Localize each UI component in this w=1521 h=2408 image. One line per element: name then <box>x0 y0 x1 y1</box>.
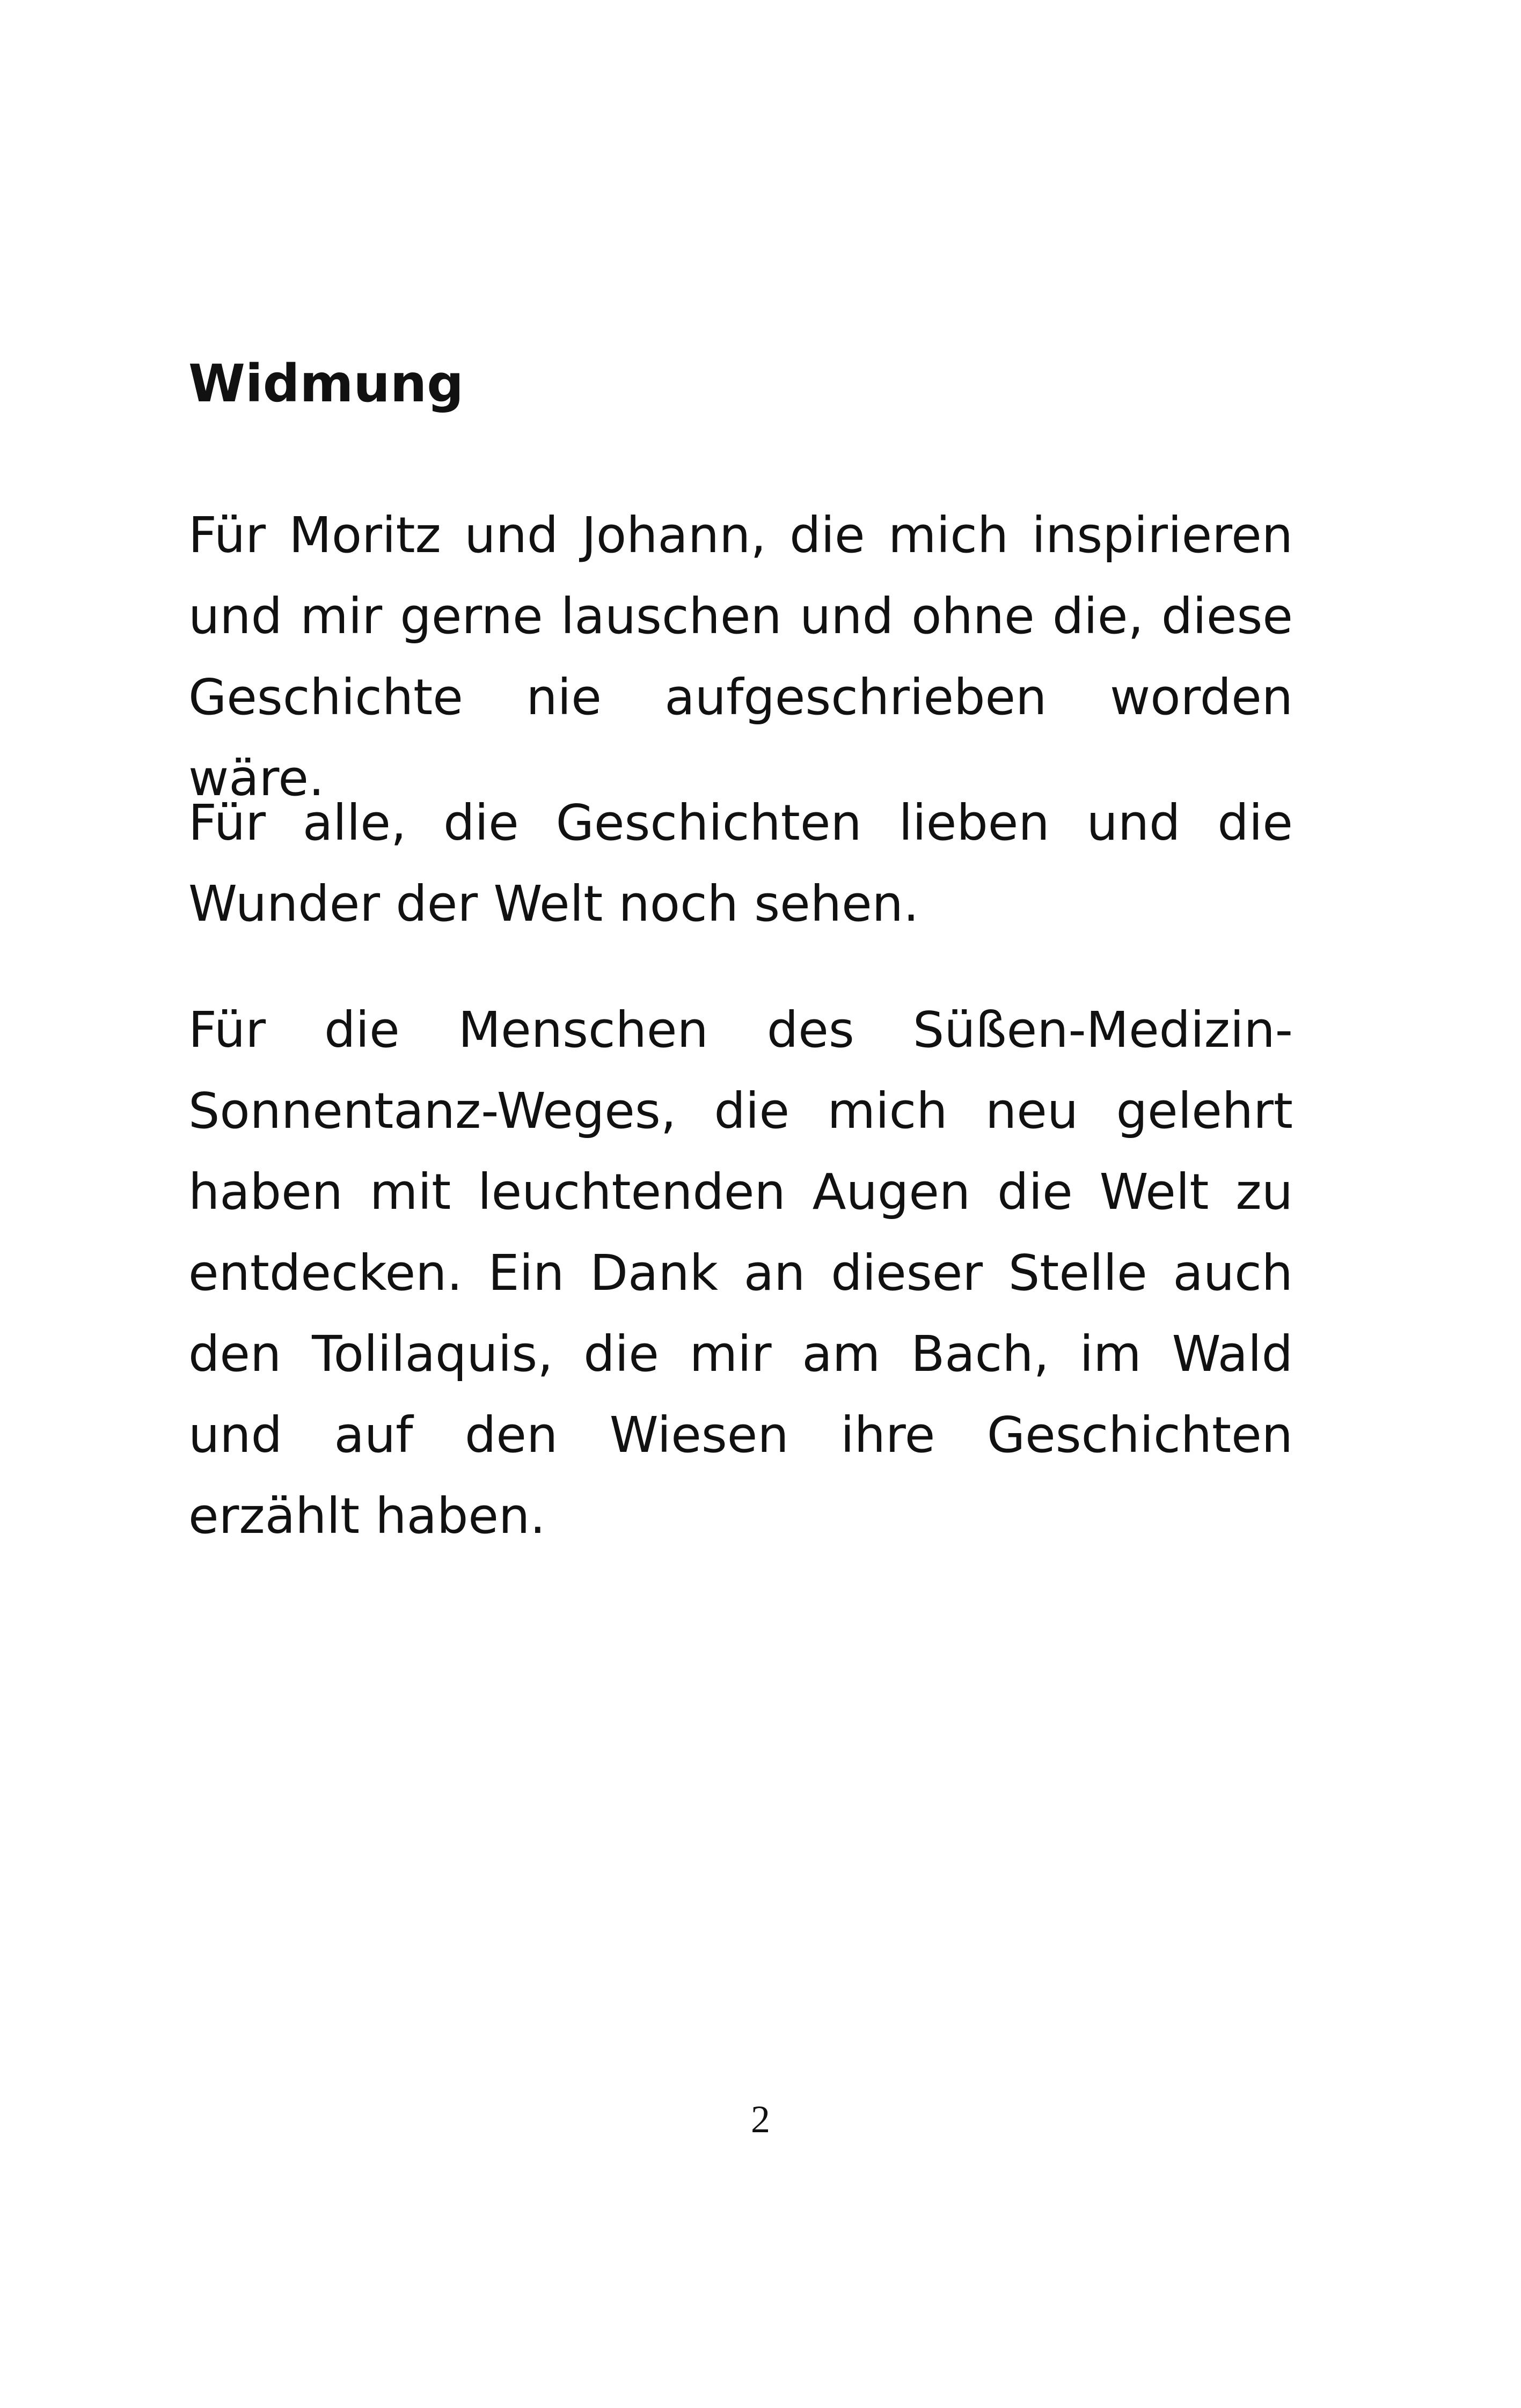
dedication-paragraph-3: Für die Menschen des Süßen-Medizin-Sonnentanz-Weges, die mich neu gelehrt haben mit leuchtenden Augen die Welt zu entdecken. Ein Dank an dieser Stelle auch den Tolilaquis, die mir am Bach, im Wald und auf den Wiesen ihre Geschichten erzählt haben. <box>188 1001 1293 1545</box>
dedication-heading: Widmung <box>188 354 464 414</box>
dedication-paragraph-2: Für alle, die Geschichten lieben und die Wunder der Welt noch sehen. <box>188 794 1293 933</box>
dedication-paragraph-1: Für Moritz und Johann, die mich inspirieren und mir gerne lauschen und ohne die, diese Geschichte nie aufgeschrieben worden wäre. <box>188 506 1293 807</box>
page-number: 2 <box>751 2098 770 2141</box>
